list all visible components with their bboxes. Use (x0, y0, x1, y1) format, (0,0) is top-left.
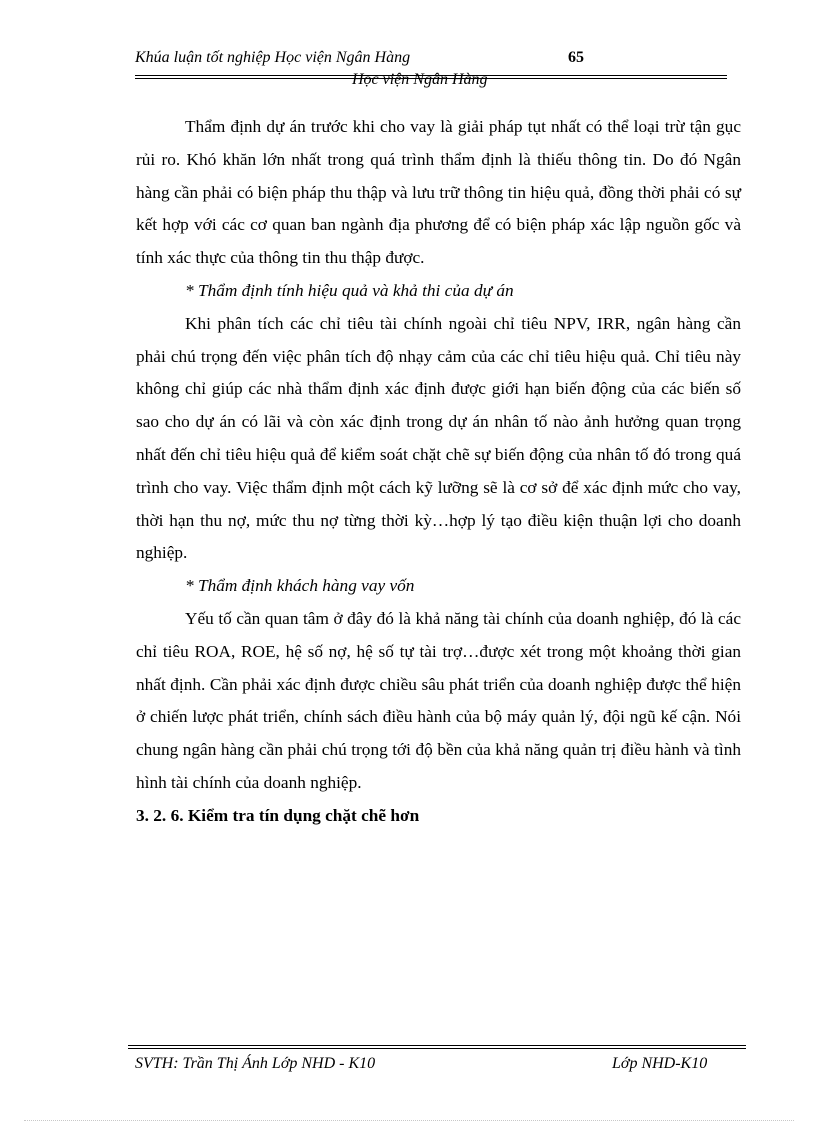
footer-class: Lớp NHD-K10 (612, 1055, 708, 1072)
section-heading: 3. 2. 6. Kiểm tra tín dụng chặt chẽ hơn (136, 805, 420, 825)
subheading-efficiency-appraisal: * Thẩm định tính hiệu quả và khả thi của dự án (185, 280, 514, 300)
paragraph-financial-capacity: Yếu tố cần quan tâm ở đây đó là khả năng tài chính của doanh nghiệp, đó là các chỉ tiêu ROA, ROE, hệ số nợ, hệ số tự tài trợ…được xét trong một khoảng thời gian nhất định. Cần phải xác định được chiều sâu phát triển của doanh nghiệp được thể hiện ở chiến lược phát triển, chính sách điều hành của bộ máy quản lý, đội ngũ kế cận. Nói chung ngân hàng cần phải chú trọng tới độ bền của khả năng quản trị điều hành và tình hình tài chính của doanh nghiệp. (136, 608, 741, 792)
page-edge-divider (24, 1120, 794, 1121)
page-number: 65 (568, 49, 584, 66)
header-rule-double (135, 78, 727, 79)
page-body (136, 111, 741, 833)
paragraph-sensitivity-analysis: Khi phân tích các chỉ tiêu tài chính ngoài chỉ tiêu NPV, IRR, ngân hàng cần phải chú trọng đến việc phân tích độ nhạy cảm của các chỉ tiêu hiệu quả. Chỉ tiêu này không chỉ giúp các nhà thẩm định xác định được giới hạn biến động của các biến số sao cho dự án có lãi và còn xác định trong dự án nhân tố nào ảnh hưởng quan trọng nhất đến chỉ tiêu hiệu quả để kiểm soát chặt chẽ sự biến động của nhân tố đó trong quá trình cho vay. Việc thẩm định một cách kỹ lưỡng sẽ là cơ sở để xác định mức cho vay, thời hạn thu nợ, mức thu nợ từng thời kỳ…hợp lý tạo điều kiện thuận lợi cho doanh nghiệp. (136, 313, 741, 563)
footer-rule (128, 1045, 746, 1046)
footer-rule-double (128, 1048, 746, 1049)
subheading-borrower-appraisal: * Thẩm định khách hàng vay vốn (185, 576, 415, 596)
header-rule (135, 75, 727, 76)
header-subtitle: Học viện Ngân Hàng (352, 71, 488, 88)
header-title: Khúa luận tốt nghiệp Học viện Ngân Hàng (135, 49, 411, 66)
paragraph-appraisal-intro: Thẩm định dự án trước khi cho vay là giải pháp tụt nhất có thể loại trừ tận gục rủi ro. Khó khăn lớn nhất trong quá trình thẩm định là thiếu thông tin. Do đó Ngân hàng cần phải có biện pháp thu thập và lưu trữ thông tin hiệu quả, đồng thời phải có sự kết hợp với các cơ quan ban ngành địa phương để có biện pháp xác lập nguồn gốc và tính xác thực của thông tin thu thập được. (136, 117, 741, 268)
footer-author: SVTH: Trần Thị Ánh Lớp NHD - K10 (135, 1055, 376, 1072)
